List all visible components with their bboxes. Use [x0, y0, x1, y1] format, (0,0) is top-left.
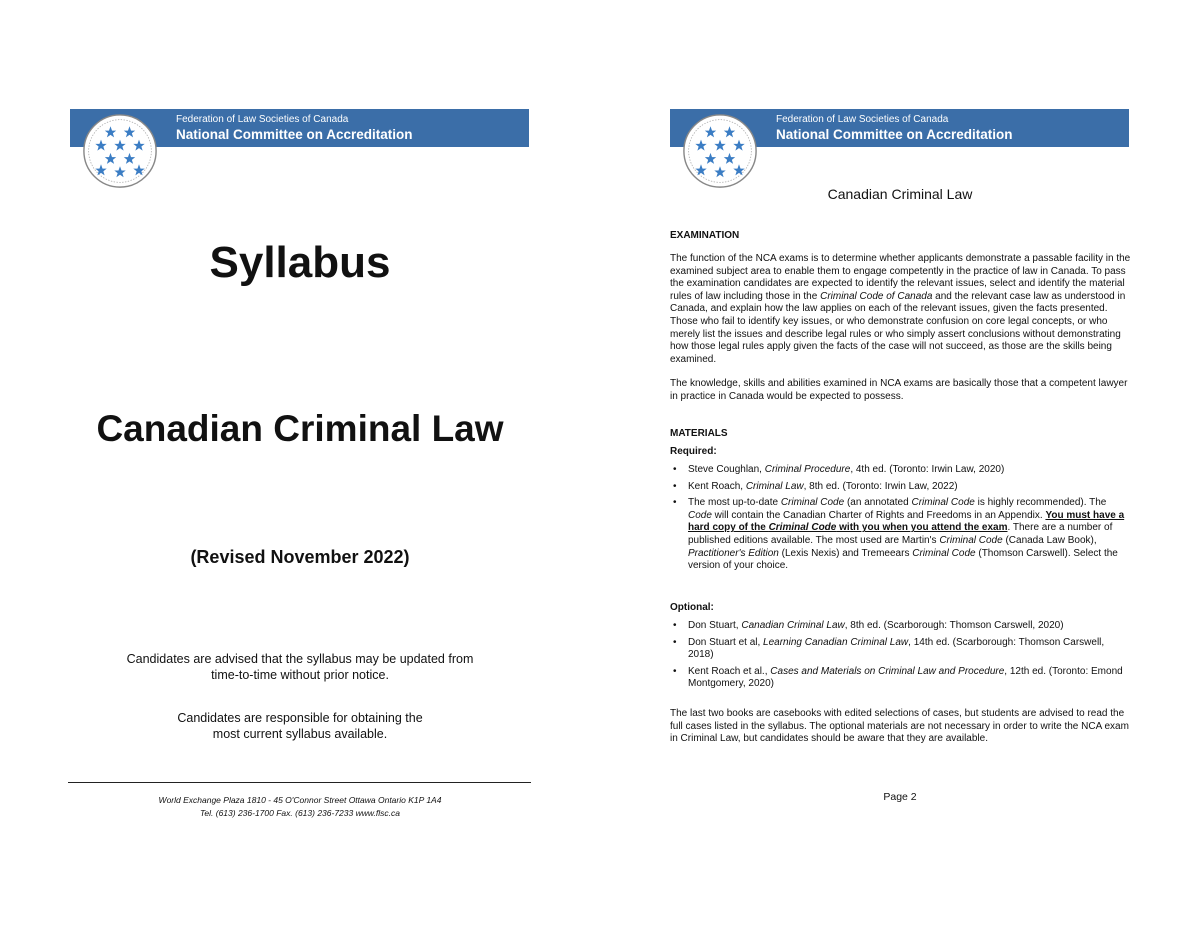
banner-org-name: Federation of Law Societies of Canada: [776, 114, 949, 125]
casebooks-paragraph: The last two books are casebooks with edited selections of cases, but students are advised to read the full cases listed in the syllabus. The optional materials are not necessary in order to write the NCA exam in Criminal Law, but candidates should be aware that they are available.: [670, 708, 1129, 745]
content-page: [600, 0, 1200, 927]
list-item: • Don Stuart, Canadian Criminal Law, 8th ed. (Scarborough: Thomson Carswell, 2020): [673, 620, 1064, 631]
seal-logo-icon: [82, 113, 158, 189]
course-title: Canadian Criminal Law: [96, 408, 504, 449]
responsibility-notice: [70, 710, 530, 742]
banner-committee-name: National Committee on Accreditation: [776, 127, 1013, 142]
list-item: • Kent Roach, Criminal Law, 8th ed. (Toronto: Irwin Law, 2022): [673, 480, 958, 492]
competency-paragraph: The knowledge, skills and abilities examined in NCA exams are basically those that a competent lawyer in practice in Canada would be expected to possess.: [670, 378, 1128, 402]
materials-heading: MATERIALS: [670, 428, 728, 439]
update-notice-line1: Candidates are advised that the syllabus may be updated from: [126, 652, 474, 666]
footer-address-line: World Exchange Plaza 1810 - 45 O'Connor Street Ottawa Ontario K1P 1A4: [158, 795, 442, 805]
update-notice: [70, 651, 530, 683]
responsibility-notice-line2: most current syllabus available.: [212, 727, 388, 741]
list-item: • Don Stuart et al, Learning Canadian Criminal Law, 14th ed. (Scarborough: Thomson Carswell, 2018): [673, 636, 1105, 661]
required-heading: Required:: [670, 446, 717, 457]
examination-heading: EXAMINATION: [670, 230, 740, 241]
seal-logo-icon: [682, 113, 758, 189]
syllabus-title: Syllabus: [209, 238, 391, 287]
required-list: [670, 464, 1132, 577]
banner-committee-name: National Committee on Accreditation: [176, 127, 413, 142]
footer-address: [70, 794, 530, 820]
optional-list: [670, 620, 1132, 695]
list-item: • Steve Coughlan, Criminal Procedure, 4th ed. (Toronto: Irwin Law, 2020): [673, 464, 1005, 475]
exam-text-code: Criminal Code of Canada: [820, 290, 933, 302]
page-number: Page 2: [883, 791, 917, 803]
footer-divider: [68, 782, 531, 783]
revision-date: (Revised November 2022): [190, 547, 410, 567]
list-item-criminal-code: • The most up-to-date Criminal Code (an annotated Criminal Code is highly recommended). The Code will contain the Canadian Charter of Rights and Freedoms in an Appendix. You must have a hard copy of the Criminal Code with you when you attend the exam. There are a number of published editions available. The most used are Martin's Criminal Code (Canada Law Book), Practitioner's Edition (Lexis Nexis) and Tremeears Criminal Code (Thomson Carswell). Select the version of your choice.: [673, 497, 1125, 572]
hard-copy-requirement: You must have a hard copy of the Criminal Code with you when you attend the exam: [688, 509, 1125, 534]
banner-org-name: Federation of Law Societies of Canada: [176, 114, 349, 125]
examination-paragraph: [670, 253, 1132, 366]
responsibility-notice-line1: Candidates are responsible for obtaining the: [177, 711, 423, 725]
exam-text-b: and the relevant case law as understood in Canada, and explain how the law applies on each of the relevant issues, given the facts presented. Those who fail to identify key issues, or who demonstrate confusion on core legal concepts, or who merely list the issues and describe legal rules or who simply assert conclusions without demonstrating how those legal rules apply given the facts of the case will not succeed, as those are the skills being examined.: [670, 290, 1126, 365]
exam-text-a: The function of the NCA exams is to determine whether applicants demonstrate a passable facility in the examined subject area to enable them to engage competently in the practice of law in Canada. To pass the examination candidates are expected to identify the relevant issues, select and identify the material rules of law including those in the: [670, 253, 1131, 302]
page-heading: Canadian Criminal Law: [827, 186, 973, 202]
footer-contact-line: Tel. (613) 236-1700 Fax. (613) 236-7233 www.flsc.ca: [199, 808, 400, 818]
optional-heading: Optional:: [670, 602, 714, 613]
update-notice-line2: time-to-time without prior notice.: [211, 668, 389, 682]
list-item: • Kent Roach et al., Cases and Materials on Criminal Law and Procedure, 12th ed. (Toronto: Emond Montgomery, 2020): [673, 665, 1123, 690]
